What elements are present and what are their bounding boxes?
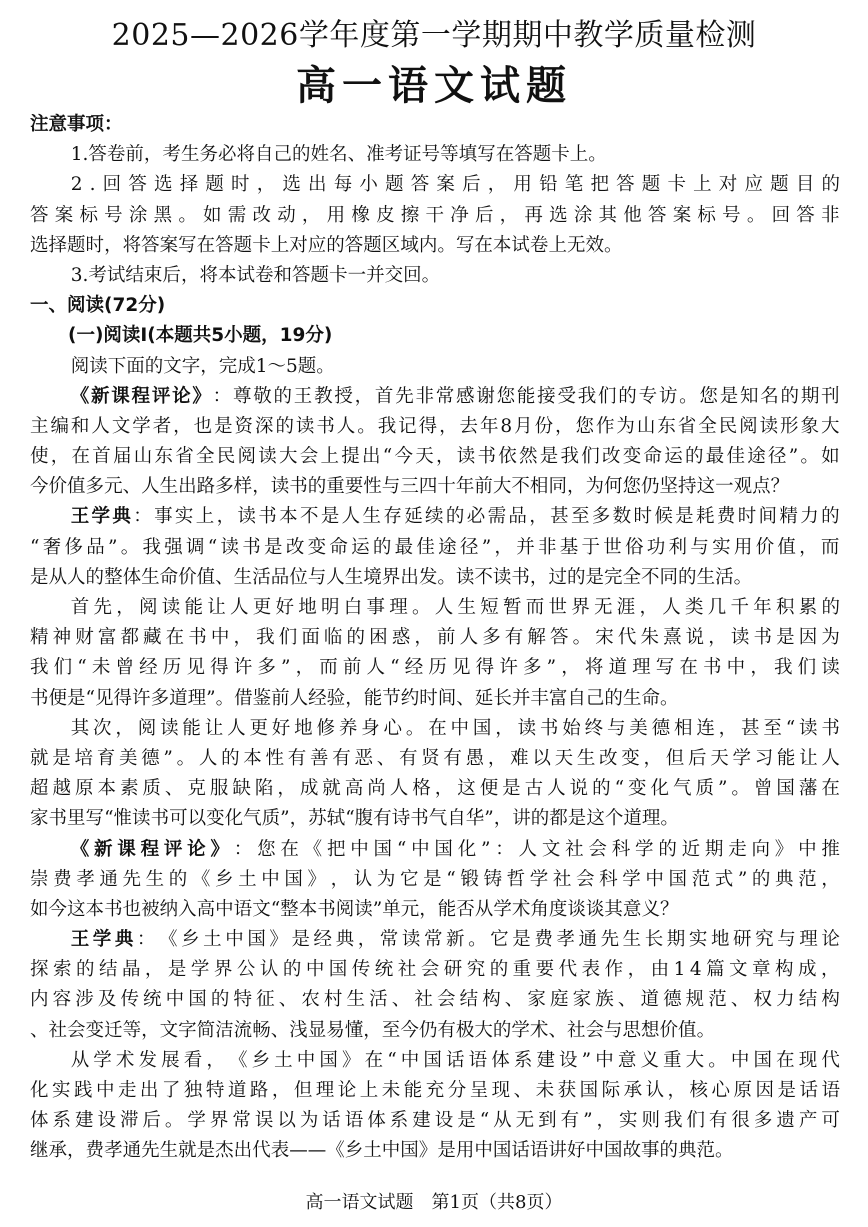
text-line: “ 奢 侈 品 ” 。 我 强 调 “ 读 书 是 改 变 命 运 的 最 佳 途 径 ” ， 并 非 基 于 世 俗 功 利 与 实 用 价 值 ， 而 [30,536,840,558]
section-heading: 一、阅读(72分) [30,295,166,317]
notice-item [30,140,840,170]
text-line: 内 容 涉 及 传 统 中 国 的 特 征 、 农 村 生 活 、 社 会 结 构 、 家 庭 家 族 、 道 德 规 范 、 权 力 结 构 [30,989,840,1011]
text-line: 使 ， 在 首 届 山 东 省 全 民 阅 读 大 会 上 提 出 “ 今 天 ， 读 书 依 然 是 我 们 改 变 命 运 的 最 佳 途 径 ” 。 如 [30,446,840,468]
text-line: 是从人的整体生命价值、生活品位与人生境界出发。读不读书，过的是完全不同的生活。 [30,566,753,588]
text-line: 王 学 典 ： 事 实 上 ， 读 书 本 不 是 人 生 存 延 续 的 必 需 品 ， 甚 至 多 数 时 候 是 耗 费 时 间 精 力 的 [70,506,840,528]
text-line: 1.答卷前，考生务必将自己的姓名、准考证号等填写在答题卡上。 [70,144,607,166]
subsection-heading: (一)阅读Ⅰ(本题共5小题，19分) [68,325,333,347]
text-line: 化 实 践 中 走 出 了 独 特 道 路 ， 但 理 论 上 未 能 充 分 呈 现 、 未 获 国 际 承 认 ， 核 心 原 因 是 话 语 [30,1080,840,1101]
text-line: 选择题时，将答案写在答题卡上对应的答题区域内。写在本试卷上无效。 [30,234,623,256]
page-body [30,110,840,1167]
subject-title: 高一语文试题 [296,63,572,109]
text-line: 书便是“见得许多道理”。借鉴前人经验，能节约时间、延长并丰富自己的生命。 [30,687,679,709]
text-line: 王 学 典 ： 《 乡 土 中 国 》 是 经 典 ， 常 读 常 新 。 它 是 费 孝 通 先 生 长 期 实 地 研 究 与 理 论 [70,929,840,951]
text-line: 如今这本书也被纳入高中语文“整本书阅读”单元，能否从学术角度谈谈其意义？ [30,898,679,920]
notice-item [30,261,840,291]
text-line: 超 越 原 本 素 质 、 克 服 缺 陷 ， 成 就 高 尚 人 格 ， 这 便 是 古 人 说 的 “ 变 化 气 质 ” 。 曾 国 藩 在 [30,778,840,800]
dialogue-paragraph [30,593,840,714]
text-line: 首 先 ， 阅 读 能 让 人 更 好 地 明 白 事 理 。 人 生 短 暂 而 世 界 无 涯 ， 人 类 几 千 年 积 累 的 [70,597,840,618]
text-line: 《 新 课 程 评 论 》 ： 尊 敬 的 王 教 授 ， 首 先 非 常 感 谢 您 能 接 受 我 们 的 专 访 。 您 是 知 名 的 期 刊 [70,385,840,407]
text-line: 2 . 回 答 选 择 题 时 ， 选 出 每 小 题 答 案 后 ， 用 铅 笔 把 答 题 卡 上 对 应 题 目 的 [70,174,840,196]
text-line: 、社会变迁等，文字简洁流畅、浅显易懂，至今仍有极大的学术、社会与思想价值。 [30,1019,716,1041]
text-line: 主 编 和 人 文 学 者 ， 也 是 资 深 的 读 书 人 。 我 记 得 ， 去 年 8 月 份 ， 您 作 为 山 东 省 全 民 阅 读 形 象 大 [30,415,840,437]
text-line: 探 索 的 结 晶 ， 是 学 界 公 认 的 中 国 传 统 社 会 研 究 的 重 要 代 表 作 ， 由 1 4 篇 文 章 构 成 ， [30,959,840,981]
text-line: 其 次 ， 阅 读 能 让 人 更 好 地 修 养 身 心 。 在 中 国 ， 读 书 始 终 与 美 德 相 连 ， 甚 至 “ 读 书 [70,717,840,739]
notes-heading: 注意事项： [30,114,123,135]
dialogue-paragraph [30,1046,840,1167]
text-line: 就 是 培 育 美 德 ” 。 人 的 本 性 有 善 有 恶 、 有 贤 有 愚 ， 难 以 天 生 改 变 ， 但 后 天 学 习 能 让 人 [30,747,840,769]
notice-item [30,170,840,261]
dialogue-paragraph [30,714,840,835]
text-line: 我 们 “ 未 曾 经 历 见 得 许 多 ” ， 而 前 人 “ 经 历 见 得 许 多 ” ， 将 道 理 写 在 书 中 ， 我 们 读 [30,657,840,679]
text-line: 从 学 术 发 展 看 ， 《 乡 土 中 国 》 在 “ 中 国 话 语 体 系 建 设 ” 中 意 义 重 大 。 中 国 在 现 代 [70,1049,840,1071]
text-line: 家书里写“惟读书可以变化气质”，苏轼“腹有诗书气自华”，讲的都是这个道理。 [30,808,679,830]
dialogue-paragraph [30,502,840,593]
text-line: 3.考试结束后，将本试卷和答题卡一并交回。 [70,264,441,286]
text-line: 答 案 标 号 涂 黑 。 如 需 改 动 ， 用 橡 皮 擦 干 净 后 ， 再 选 涂 其 他 答 案 标 号 。 回 答 非 [30,204,840,226]
exam-title: 2025—2026学年度第一学期期中教学质量检测 [111,18,757,53]
text-line: 《 新 课 程 评 论 》 ： 您 在 《 把 中 国 “ 中 国 化 ” ： 人 文 社 会 科 学 的 近 期 走 向 》 中 推 [70,838,840,860]
text-line: 今价值多元、人生出路多样，读书的重要性与三四十年前大不相同，为何您仍坚持这一观点？ [30,476,790,498]
page-footer: 高一语文试题 第1页（共8页） [305,1192,563,1213]
text-line: 继承，费孝通先生就是杰出代表——《乡土中国》是用中国话语讲好中国故事的典范。 [30,1140,734,1162]
reading-instruction: 阅读下面的文字，完成1～5题。 [70,355,335,377]
text-line: 体 系 建 设 滞 后 。 学 界 常 误 以 为 话 语 体 系 建 设 是 “ 从 无 到 有 ” ， 实 则 我 们 有 很 多 遗 产 可 [30,1110,840,1132]
text-line: 崇 费 孝 通 先 生 的 《 乡 土 中 国 》 ， 认 为 它 是 “ 锻 铸 哲 学 社 会 科 学 中 国 范 式 ” 的 典 范 ， [30,868,840,890]
text-line: 精 神 财 富 都 藏 在 书 中 ， 我 们 面 临 的 困 惑 ， 前 人 多 有 解 答 。 宋 代 朱 熹 说 ， 读 书 是 因 为 [30,627,840,649]
dialogue-paragraph [30,925,840,1046]
dialogue-paragraph [30,382,840,503]
dialogue-paragraph [30,835,840,926]
